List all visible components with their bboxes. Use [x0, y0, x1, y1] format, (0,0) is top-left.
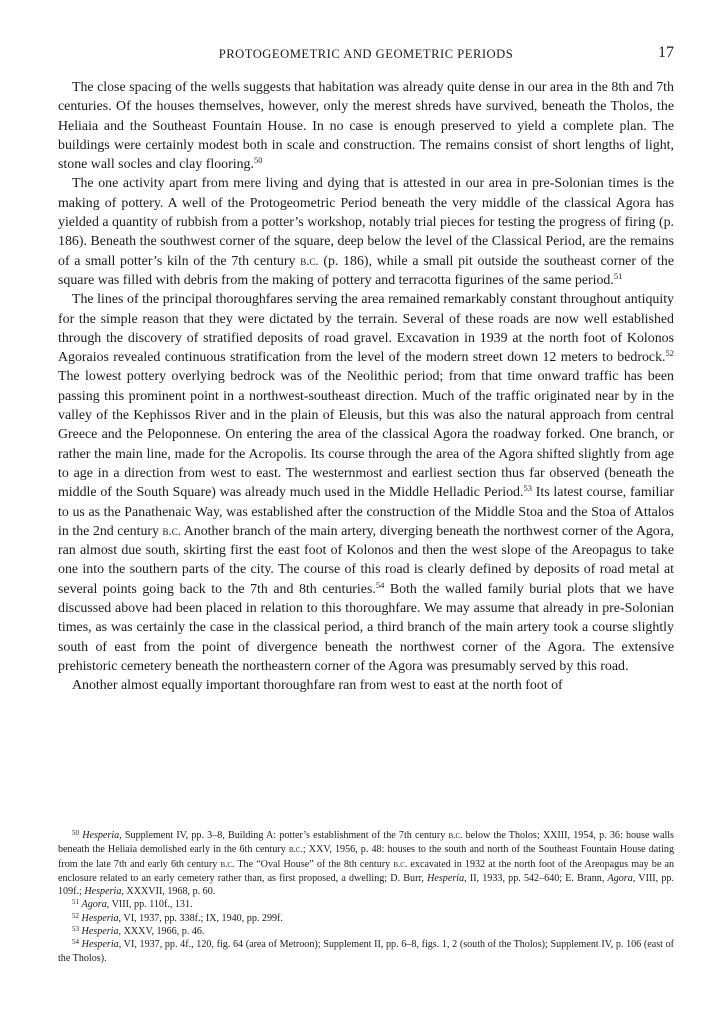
footnotes: [58, 829, 674, 965]
running-head: [58, 44, 674, 66]
page-number: 17: [658, 44, 674, 61]
footnote-ref-53[interactable]: 53: [523, 483, 532, 494]
paragraph-4: Another almost equally important thoroughfare ran from west to east at the north foot of: [72, 678, 563, 694]
footnote-54: $^{54}$ Hesperia, VI, 1937, pp. 4f., 120, fig. 64 (area of Metroon); Supplement II, pp. 6–8, figs. 1, 2 (south of the Tholos); Supplement IV, p. 106 (east of the Tholos).: [58, 938, 675, 964]
book-page: [58, 0, 674, 1024]
era-abbrev: b.c.: [162, 523, 181, 538]
running-title: PROTOGEOMETRIC AND GEOMETRIC PERIODS: [218, 47, 514, 61]
paragraph-2: The one activity apart from mere living and dying that is attested in our area in pre-Solonian times is the making of pottery. A well of the Protogeometric Period beneath the very middle of the classical Agora has yielded a quantity of rubbish from a potter’s workshop, notably trial pieces for testing the progress of firing (p. 186). Beneath the southwest corner of the square, deep below the level of the Classical Period, are the remains of a small potter’s kiln of the 7th century b.c. (p. 186), while a small pit outside the southeast corner of the square was filled with debris from the making of pottery and terracotta figurines of the same period.$^{51}$: [58, 176, 674, 288]
footnote-53: $^{53}$ Hesperia, XXXV, 1966, p. 46.: [72, 925, 205, 938]
paragraph-1: The close spacing of the wells suggests that habitation was already quite dense in our area in the 8th and 7th centuries. Of the houses themselves, however, only the merest shreds have survived, beneath the Tholos, the Heliaia and the Southeast Fountain House. In no case is enough preserved to yield a complete plan. The buildings were certainly modest both in scale and construction. The remains consist of short lengths of light, stone wall socles and clay flooring.$^{50}$: [58, 80, 674, 173]
footnote-ref-54[interactable]: 54: [375, 579, 385, 590]
footnote-52: $^{52}$ Hesperia, VI, 1937, pp. 338f.; IX, 1940, pp. 299f.: [72, 911, 283, 924]
body-text: [58, 78, 674, 696]
era-abbrev: b.c.: [300, 253, 319, 268]
footnote-ref-52[interactable]: 52: [665, 348, 674, 359]
footnote-ref-50[interactable]: 50: [253, 155, 263, 166]
footnote-51: $^{51}$ Agora, VIII, pp. 110f., 131.: [72, 898, 193, 911]
footnote-ref-51[interactable]: 51: [613, 270, 623, 281]
footnote-50: $^{50}$ Hesperia, Supplement IV, pp. 3–8, Building A: potter’s establishment of the 7th century b.c. below the Tholos; XXIII, 1954, p. 36: house walls beneath the Heliaia demolished early in the 6th century b.c.; XXV, 1956, p. 48: houses to the south and north of the Southeast Fountain House dating from the late 7th and early 6th century b.c. The “Oval House” of the 8th century b.c. excavated in 1932 at the north foot of the Areopagus may be an enclosure related to an early cemetery rather than, as first proposed, a dwelling; D. Burr, Hesperia, II, 1933, pp. 542–640; E. Brann, Agora, VIII, pp. 109f.; Hesperia, XXXVII, 1968, p. 60.: [58, 829, 674, 898]
paragraph-3: The lines of the principal thoroughfares serving the area remained remarkably constant throughout antiquity for the simple reason that they were dictated by the terrain. Several of these roads are now well established through the discovery of stratified deposits of road gravel. Excavation in 1939 at the north foot of Kolonos Agoraios revealed continuous stratification from the level of the modern street down 12 meters to bedrock.$^{52}$ The lowest pottery overlying bedrock was of the Neolithic period; from that time onward traffic has been passing this prominent point in a northwest-southeast direction. Much of the traffic originated near by in the valley of the Kephissos River and in the plain of Eleusis, but this was also the natural approach from central Greece and the Peloponnese. On entering the area of the classical Agora the roadway forked. One branch, or rather the main line, made for the Acropolis. Its course through the area of the Agora shifted slightly from age to age in a direction from west to east. The westernmost and earliest section thus far observed (beneath the middle of the South Square) was already much used in the Middle Helladic Period.$^{53}$ Its latest course, familiar to us as the Panathenaic Way, was established after the construction of the Middle Stoa and the Stoa of Attalos in the 2nd century b.c. Another branch of the main artery, diverging beneath the northwest corner of the Agora, ran almost due south, skirting first the east foot of Kolonos and then the west slope of the Areopagus to take one into the southern parts of the city. The course of this road is clearly defined by deposits of road metal at several points going back to the 7th and 8th centuries.$^{54}$ Both the walled family burial plots that we have discussed above had been placed in relation to this thoroughfare. We may assume that already in pre-Solonian times, as was certainly the case in the classical period, a third branch of the main artery took a course slightly south of east from the point of divergence beneath the northwest corner of the Agora. The extensive prehistoric cemetery beneath the northeastern corner of the Agora was presumably served by this road.: [58, 292, 675, 674]
